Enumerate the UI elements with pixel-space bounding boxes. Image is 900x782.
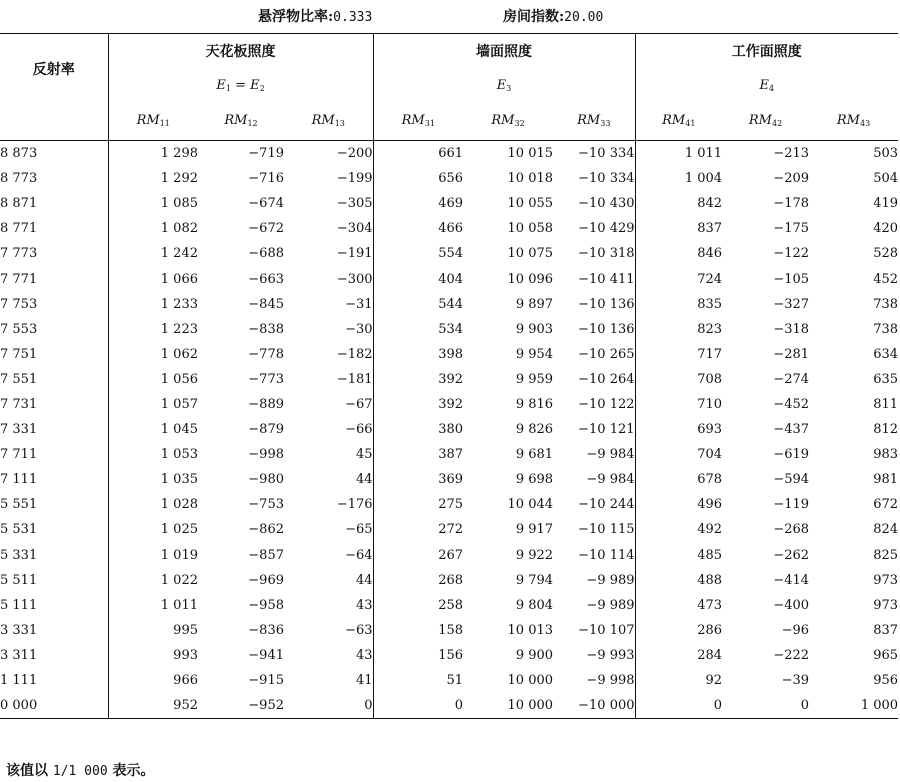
table-row (0, 492, 898, 517)
value-cell: −10 114 (553, 543, 635, 568)
value-cell: −9 998 (553, 668, 635, 693)
value-cell: 1 292 (160, 171, 198, 187)
table-row (0, 643, 898, 668)
value-cell: −222 (773, 647, 810, 663)
value-cell: −96 (781, 622, 810, 638)
reflectance-cell: 5 111 (0, 593, 108, 618)
value-cell: 1 223 (160, 321, 198, 337)
value-cell: 842 (697, 196, 723, 212)
value-cell: −10 430 (553, 191, 635, 216)
ceiling-illuminance-header: 天花板照度 (108, 34, 373, 71)
value-cell: −857 (248, 547, 284, 563)
col-header-rm43: $RM_{43}$ (809, 105, 898, 141)
reflectance-cell: 7 331 (0, 417, 108, 442)
value-cell: 156 (438, 647, 464, 663)
value-cell: 9 959 (515, 371, 554, 387)
reflectance-cell: 3 311 (0, 643, 108, 668)
value-cell: 983 (873, 447, 899, 463)
value-cell: −674 (248, 196, 284, 212)
reflectance-cell: 7 751 (0, 342, 108, 367)
suspension-ratio-label: 悬浮物比率: (258, 9, 334, 25)
col-header-rm32: $RM_{32}$ (463, 105, 553, 141)
value-cell: 738 (873, 296, 899, 312)
table-row (0, 292, 898, 317)
value-cell: −67 (284, 392, 373, 417)
value-cell: 846 (697, 246, 723, 262)
value-cell: 1 233 (160, 296, 198, 312)
value-cell: 10 018 (507, 171, 554, 187)
value-cell: 9 816 (515, 396, 554, 412)
reflectance-cell: 7 111 (0, 467, 108, 492)
reflectance-cell: 3 331 (0, 618, 108, 643)
col-header-rm42: $RM_{42}$ (722, 105, 809, 141)
reflectance-cell: 8 873 (0, 141, 108, 167)
value-cell: −39 (781, 673, 810, 689)
value-cell: −9 993 (553, 643, 635, 668)
value-cell: −119 (773, 497, 810, 513)
col-header-rm13: $RM_{13}$ (284, 105, 373, 141)
value-cell: 10 000 (507, 698, 554, 714)
value-cell: −773 (248, 371, 284, 387)
value-cell: 1 066 (160, 271, 198, 287)
value-cell: 1 242 (160, 246, 198, 262)
ceiling-symbol: $E_1 = E_2$ (108, 70, 373, 105)
value-cell: 10 055 (507, 196, 554, 212)
value-cell: 708 (697, 371, 723, 387)
value-cell: 995 (173, 622, 198, 638)
value-cell: 635 (873, 371, 899, 387)
reflectance-cell: 5 551 (0, 492, 108, 517)
value-cell: 1 082 (160, 221, 198, 237)
footnote-suffix: 表示。 (112, 763, 155, 779)
value-cell: 92 (705, 673, 723, 689)
value-cell: 9 922 (515, 547, 554, 563)
col-header-rm12: $RM_{12}$ (198, 105, 284, 141)
col-header-rm33: $RM_{33}$ (553, 105, 635, 141)
value-cell: −10 136 (553, 317, 635, 342)
value-cell: 284 (697, 647, 723, 663)
value-cell: 10 015 (507, 146, 554, 162)
value-cell: −300 (284, 266, 373, 291)
value-cell: −10 122 (553, 392, 635, 417)
value-cell: 1 028 (160, 497, 198, 513)
reflectance-cell: 5 531 (0, 517, 108, 542)
value-cell: 51 (446, 673, 464, 689)
value-cell: 634 (873, 346, 899, 362)
value-cell: 286 (697, 622, 723, 638)
table-row (0, 342, 898, 367)
suspension-ratio-value: 0.333 (333, 10, 373, 25)
value-cell: 672 (873, 497, 899, 513)
suspension-ratio (258, 6, 372, 26)
room-index-value: 20.00 (564, 10, 604, 25)
table-row (0, 141, 898, 167)
value-cell: 0 (284, 693, 373, 719)
value-cell: 9 900 (515, 647, 554, 663)
value-cell: 9 698 (515, 472, 554, 488)
value-cell: 825 (873, 547, 899, 563)
value-cell: 1 000 (860, 698, 899, 714)
value-cell: −191 (284, 241, 373, 266)
value-cell: 965 (873, 647, 899, 663)
value-cell: 492 (697, 522, 723, 538)
value-cell: 1 298 (160, 146, 198, 162)
value-cell: −594 (773, 472, 810, 488)
value-cell: −31 (284, 292, 373, 317)
col-header-rm41: $RM_{41}$ (635, 105, 722, 141)
value-cell: 1 062 (160, 346, 198, 362)
value-cell: −66 (284, 417, 373, 442)
value-cell: −9 989 (553, 568, 635, 593)
value-cell: −30 (284, 317, 373, 342)
value-cell: −941 (248, 647, 284, 663)
value-cell: −719 (248, 146, 284, 162)
reflectance-cell: 7 551 (0, 367, 108, 392)
room-index-label: 房间指数: (503, 9, 565, 25)
value-cell: −672 (248, 221, 284, 237)
value-cell: −178 (773, 196, 810, 212)
table-row (0, 593, 898, 618)
value-cell: 10 000 (507, 673, 554, 689)
value-cell: 981 (873, 472, 899, 488)
reflectance-header: 反射率 (0, 34, 108, 106)
value-cell: 41 (284, 668, 373, 693)
value-cell: −10 244 (553, 492, 635, 517)
reflectance-cell: 7 773 (0, 241, 108, 266)
value-cell: 258 (438, 597, 464, 613)
value-cell: −836 (248, 622, 284, 638)
value-cell: −619 (773, 447, 810, 463)
value-cell: 0 (800, 698, 810, 714)
table-row (0, 442, 898, 467)
value-cell: −10 000 (553, 693, 635, 719)
reflectance-cell: 8 773 (0, 166, 108, 191)
value-cell: −753 (248, 497, 284, 513)
value-cell: 823 (697, 321, 723, 337)
value-cell: 956 (873, 673, 899, 689)
reflectance-cell: 8 871 (0, 191, 108, 216)
value-cell: 419 (873, 196, 899, 212)
reflectance-cell: 5 511 (0, 568, 108, 593)
reflectance-cell: 5 331 (0, 543, 108, 568)
reflectance-cell: 1 111 (0, 668, 108, 693)
value-cell: −10 115 (553, 517, 635, 542)
table-row (0, 317, 898, 342)
value-cell: 10 013 (507, 622, 554, 638)
value-cell: −889 (248, 396, 284, 412)
value-cell: 1 025 (160, 522, 198, 538)
value-cell: −915 (248, 673, 284, 689)
value-cell: 496 (697, 497, 723, 513)
value-cell: 1 022 (160, 572, 198, 588)
value-cell: 9 804 (515, 597, 554, 613)
value-cell: −663 (248, 271, 284, 287)
value-cell: −213 (773, 146, 810, 162)
value-cell: −304 (284, 216, 373, 241)
value-cell: −10 107 (553, 618, 635, 643)
table-caption-info (0, 6, 900, 24)
value-cell: −688 (248, 246, 284, 262)
value-cell: −9 984 (553, 442, 635, 467)
value-cell: 1 053 (160, 447, 198, 463)
value-cell: 528 (873, 246, 899, 262)
value-cell: 9 897 (515, 296, 554, 312)
value-cell: 811 (873, 396, 899, 412)
value-cell: −281 (773, 346, 810, 362)
workplane-symbol: $E_4$ (759, 78, 775, 93)
value-cell: 1 011 (684, 146, 723, 162)
value-cell: 10 058 (507, 221, 554, 237)
value-cell: 473 (697, 597, 723, 613)
value-cell: −65 (284, 517, 373, 542)
value-cell: −209 (773, 171, 810, 187)
value-cell: −969 (248, 572, 284, 588)
value-cell: 1 019 (160, 547, 198, 563)
value-cell: −274 (773, 371, 810, 387)
value-cell: 0 (454, 698, 464, 714)
value-cell: −10 429 (553, 216, 635, 241)
value-cell: 1 085 (160, 196, 198, 212)
reflectance-cell: 8 771 (0, 216, 108, 241)
value-cell: 387 (438, 447, 464, 463)
table-row (0, 166, 898, 191)
table-body (0, 141, 898, 719)
value-cell: −199 (284, 166, 373, 191)
value-cell: 717 (697, 346, 723, 362)
value-cell: −845 (248, 296, 284, 312)
value-cell: 43 (284, 643, 373, 668)
table-row (0, 191, 898, 216)
value-cell: 469 (438, 196, 464, 212)
value-cell: −122 (773, 246, 810, 262)
value-cell: 404 (438, 271, 464, 287)
reflectance-header-spacer (0, 105, 108, 141)
table-row (0, 392, 898, 417)
table-row (0, 543, 898, 568)
value-cell: 1 045 (160, 422, 198, 438)
value-cell: 44 (284, 568, 373, 593)
value-cell: 1 004 (684, 171, 723, 187)
value-cell: 420 (873, 221, 899, 237)
wall-symbol: $E_3$ (373, 70, 635, 105)
value-cell: −200 (284, 141, 373, 167)
value-cell: −262 (773, 547, 810, 563)
value-cell: −9 984 (553, 467, 635, 492)
table-row (0, 668, 898, 693)
value-cell: −10 264 (553, 367, 635, 392)
value-cell: −181 (284, 367, 373, 392)
value-cell: 488 (697, 572, 723, 588)
reflectance-cell: 7 711 (0, 442, 108, 467)
value-cell: 1 057 (160, 396, 198, 412)
value-cell: 0 (713, 698, 723, 714)
reflectance-cell: 7 731 (0, 392, 108, 417)
value-cell: 1 035 (160, 472, 198, 488)
value-cell: 812 (873, 422, 899, 438)
value-cell: 503 (873, 146, 899, 162)
value-cell: 466 (438, 221, 464, 237)
value-cell: 43 (284, 593, 373, 618)
table-row (0, 241, 898, 266)
value-cell: 837 (697, 221, 723, 237)
value-cell: −10 121 (553, 417, 635, 442)
table-row (0, 417, 898, 442)
value-cell: 973 (873, 572, 899, 588)
footnote-prefix: 该值以 (6, 763, 48, 779)
value-cell: −879 (248, 422, 284, 438)
room-index (503, 6, 603, 26)
value-cell: 392 (438, 396, 464, 412)
value-cell: 9 954 (515, 346, 554, 362)
value-cell: −305 (284, 191, 373, 216)
value-cell: 10 096 (507, 271, 554, 287)
value-cell: −958 (248, 597, 284, 613)
table-row (0, 693, 898, 719)
value-cell: −838 (248, 321, 284, 337)
value-cell: 1 011 (160, 597, 198, 613)
value-cell: 380 (438, 422, 464, 438)
value-cell: −952 (248, 698, 284, 714)
value-cell: 824 (873, 522, 899, 538)
value-cell: −327 (773, 296, 810, 312)
table-row (0, 266, 898, 291)
value-cell: −105 (773, 271, 810, 287)
value-cell: −400 (773, 597, 810, 613)
value-cell: 993 (173, 647, 198, 663)
value-cell: 738 (873, 321, 899, 337)
value-cell: 485 (697, 547, 723, 563)
value-cell: −63 (284, 618, 373, 643)
value-cell: −778 (248, 346, 284, 362)
value-cell: −10 136 (553, 292, 635, 317)
table-row (0, 517, 898, 542)
table-row (0, 367, 898, 392)
value-cell: 369 (438, 472, 464, 488)
col-header-rm11: $RM_{11}$ (108, 105, 198, 141)
value-cell: 678 (697, 472, 723, 488)
value-cell: 45 (284, 442, 373, 467)
value-cell: −64 (284, 543, 373, 568)
workplane-illuminance-header: 工作面照度 (731, 44, 802, 60)
value-cell: −10 411 (553, 266, 635, 291)
reflectance-cell: 7 753 (0, 292, 108, 317)
reflectance-cell: 7 553 (0, 317, 108, 342)
value-cell: 268 (438, 572, 464, 588)
value-cell: 835 (697, 296, 723, 312)
value-cell: −318 (773, 321, 810, 337)
value-cell: 158 (438, 622, 464, 638)
value-cell: 9 917 (515, 522, 554, 538)
value-cell: 10 044 (507, 497, 554, 513)
col-header-rm31: $RM_{31}$ (373, 105, 463, 141)
value-cell: 656 (438, 171, 464, 187)
value-cell: 9 794 (515, 572, 554, 588)
value-cell: 392 (438, 371, 464, 387)
reflectance-cell: 0 000 (0, 693, 108, 719)
value-cell: 9 681 (515, 447, 554, 463)
value-cell: 704 (697, 447, 723, 463)
value-cell: 973 (873, 597, 899, 613)
value-cell: 710 (697, 396, 723, 412)
value-cell: 9 826 (515, 422, 554, 438)
value-cell: 661 (438, 146, 464, 162)
value-cell: 398 (438, 346, 464, 362)
value-cell: −452 (773, 396, 810, 412)
value-cell: 272 (438, 522, 464, 538)
value-cell: 554 (438, 246, 464, 262)
reflectance-cell: 7 771 (0, 266, 108, 291)
value-cell: −182 (284, 342, 373, 367)
value-cell: 837 (873, 622, 899, 638)
table-row (0, 216, 898, 241)
footnote (6, 760, 155, 780)
value-cell: 44 (284, 467, 373, 492)
value-cell: 504 (873, 171, 899, 187)
value-cell: −716 (248, 171, 284, 187)
illuminance-coefficient-table (0, 33, 898, 719)
value-cell: −980 (248, 472, 284, 488)
value-cell: 544 (438, 296, 464, 312)
table-row (0, 618, 898, 643)
footnote-ratio: 1/1 000 (52, 764, 108, 779)
value-cell: 452 (873, 271, 899, 287)
value-cell: −998 (248, 447, 284, 463)
value-cell: 10 075 (507, 246, 554, 262)
value-cell: 275 (438, 497, 464, 513)
value-cell: 724 (697, 271, 723, 287)
value-cell: −9 989 (553, 593, 635, 618)
value-cell: 693 (697, 422, 723, 438)
value-cell: −175 (773, 221, 810, 237)
table-row (0, 568, 898, 593)
value-cell: −862 (248, 522, 284, 538)
value-cell: 9 903 (515, 321, 554, 337)
value-cell: −437 (773, 422, 810, 438)
value-cell: −414 (773, 572, 810, 588)
value-cell: 534 (438, 321, 464, 337)
value-cell: 1 056 (160, 371, 198, 387)
value-cell: −10 334 (553, 141, 635, 167)
value-cell: 952 (173, 698, 198, 714)
value-cell: 267 (438, 547, 464, 563)
value-cell: 966 (173, 673, 198, 689)
value-cell: −10 334 (553, 166, 635, 191)
value-cell: −10 318 (553, 241, 635, 266)
table-row (0, 467, 898, 492)
wall-illuminance-header: 墙面照度 (373, 34, 635, 71)
value-cell: −176 (284, 492, 373, 517)
value-cell: −268 (773, 522, 810, 538)
value-cell: −10 265 (553, 342, 635, 367)
